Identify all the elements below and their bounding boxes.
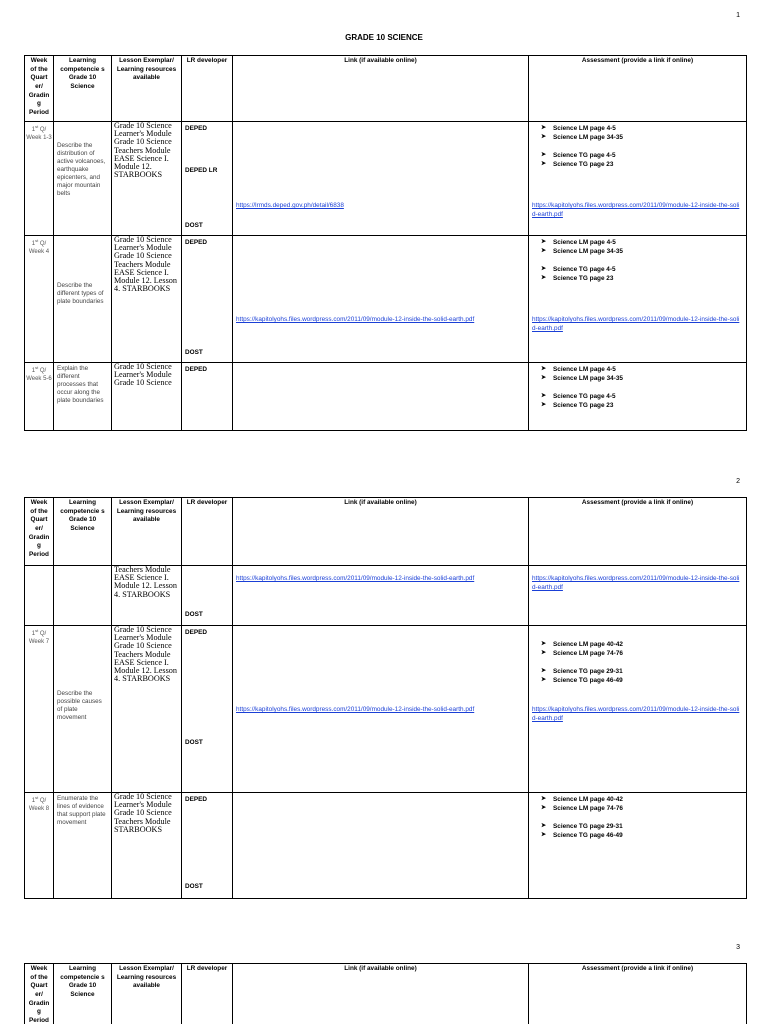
list-item: ➤ Science LM page 74-76 xyxy=(541,650,623,658)
table-row xyxy=(25,793,747,899)
resource-link[interactable]: https://kapitolyohs.files.wordpress.com/2011/09/module-12-inside-the-solid-earth.pdf xyxy=(236,575,475,582)
document-title: GRADE 10 SCIENCE xyxy=(345,33,423,42)
resources-cell: Teachers Module EASE Science I. Module 12. Lesson 4. STARBOOKS xyxy=(112,566,182,626)
list-item: ➤ Science TG page 46-49 xyxy=(541,676,623,684)
list-item: ➤ Science LM page 4-5 xyxy=(541,366,616,373)
document-page-1 xyxy=(0,0,768,440)
assessment-list xyxy=(541,365,623,410)
table-row xyxy=(25,566,747,626)
table-header-row xyxy=(25,964,747,1024)
header-link: Link (if available online) xyxy=(233,964,529,1024)
list-item: ➤ Science LM page 40-42 xyxy=(541,641,623,648)
link-cell xyxy=(233,626,529,793)
arrow-bullet-icon: ➤ xyxy=(541,239,547,245)
header-developer: LR developer xyxy=(182,964,233,1024)
arrow-bullet-icon: ➤ xyxy=(541,831,547,838)
arrow-bullet-icon: ➤ xyxy=(541,650,547,657)
resources-cell: Grade 10 Science Learner's Module Grade 10 Science Teachers Module EASE Science I. Module 12. STARBOOKS xyxy=(112,122,182,236)
link-cell xyxy=(233,363,529,431)
table-row xyxy=(25,626,747,793)
link-cell xyxy=(233,566,529,626)
arrow-bullet-icon: ➤ xyxy=(541,676,547,683)
developer-cell: DEPED DOST xyxy=(182,626,233,793)
week-cell: 1st Q/ Week 7 xyxy=(25,626,54,793)
arrow-bullet-icon: ➤ xyxy=(541,401,547,408)
list-item: ➤ Science TG page 29-31 xyxy=(541,822,623,830)
assessment-cell xyxy=(529,626,747,793)
week-cell: 1st Q/ Week 4 xyxy=(25,236,54,363)
resource-link[interactable]: https://lrmds.deped.gov.ph/detail/6838 xyxy=(236,202,344,209)
curriculum-table xyxy=(24,55,747,431)
competency-cell: Describe the distribution of active volcanoes, earthquake epicenters, and major mountain belts xyxy=(54,122,112,236)
header-developer: LR developer xyxy=(182,498,233,566)
resource-link[interactable]: https://kapitolyohs.files.wordpress.com/2011/09/module-12-inside-the-solid-earth.pdf xyxy=(236,706,475,713)
curriculum-table xyxy=(24,963,747,1024)
list-item: ➤ Science TG page 4-5 xyxy=(541,265,616,273)
table-header-row xyxy=(25,56,747,122)
arrow-bullet-icon: ➤ xyxy=(541,160,547,167)
table-row xyxy=(25,363,747,431)
header-week: Week of the Quart er/ Gradin g Period xyxy=(25,56,54,122)
competency-cell: Describe the different types of plate boundaries xyxy=(54,236,112,363)
arrow-bullet-icon: ➤ xyxy=(541,265,547,272)
arrow-bullet-icon: ➤ xyxy=(541,366,547,372)
page-number: 1 xyxy=(736,12,740,19)
assessment-cell xyxy=(529,236,747,363)
arrow-bullet-icon: ➤ xyxy=(541,796,547,802)
arrow-bullet-icon: ➤ xyxy=(541,248,547,255)
assessment-cell xyxy=(529,363,747,431)
header-week: Week of the Quart er/ Gradin g Period xyxy=(25,498,54,566)
list-item: ➤ Science LM page 74-76 xyxy=(541,805,623,813)
arrow-bullet-icon: ➤ xyxy=(541,274,547,281)
week-cell: 1st Q/ Week 8 xyxy=(25,793,54,899)
header-exemplar: Lesson Exemplar/ Learning resources available xyxy=(112,56,182,122)
competency-cell: Explain the different processes that occur along the plate boundaries xyxy=(54,363,112,431)
list-item: ➤ Science TG page 29-31 xyxy=(541,667,623,675)
assessment-link[interactable]: https://kapitolyohs.files.wordpress.com/2011/09/module-12-inside-the-solid-earth.pdf xyxy=(532,316,740,332)
arrow-bullet-icon: ➤ xyxy=(541,392,547,399)
list-item: ➤ Science LM page 34-35 xyxy=(541,248,623,256)
resource-link[interactable]: https://kapitolyohs.files.wordpress.com/2011/09/module-12-inside-the-solid-earth.pdf xyxy=(236,316,475,323)
list-item: ➤ Science TG page 23 xyxy=(541,401,614,409)
header-competencies: Learning competencie s Grade 10 Science xyxy=(54,498,112,566)
resources-cell: Grade 10 Science Learner's Module Grade 10 Science Teachers Module EASE Science I. Module 12. Lesson 4. STARBOOKS xyxy=(112,236,182,363)
list-item: ➤ Science LM page 4-5 xyxy=(541,239,616,246)
header-exemplar: Lesson Exemplar/ Learning resources available xyxy=(112,498,182,566)
assessment-cell xyxy=(529,793,747,899)
week-cell: 1st Q/ Week 1-3 xyxy=(25,122,54,236)
header-assessment: Assessment (provide a link if online) xyxy=(529,498,747,566)
document-page-3 xyxy=(0,935,768,1024)
arrow-bullet-icon: ➤ xyxy=(541,375,547,382)
arrow-bullet-icon: ➤ xyxy=(541,125,547,131)
table-header-row xyxy=(25,498,747,566)
list-item: ➤ Science TG page 23 xyxy=(541,160,614,168)
resources-cell: Grade 10 Science Learner's Module Grade 10 Science xyxy=(112,363,182,431)
link-cell xyxy=(233,122,529,236)
week-cell: 1st Q/ Week 5-6 xyxy=(25,363,54,431)
developer-cell: DEPED DEPED LR DOST xyxy=(182,122,233,236)
curriculum-table xyxy=(24,497,747,899)
header-assessment: Assessment (provide a link if online) xyxy=(529,964,747,1024)
assessment-cell xyxy=(529,566,747,626)
page-number: 2 xyxy=(736,478,740,485)
list-item: ➤ Science LM page 4-5 xyxy=(541,125,616,132)
assessment-link[interactable]: https://kapitolyohs.files.wordpress.com/2011/09/module-12-inside-the-solid-earth.pdf xyxy=(532,706,740,722)
assessment-link[interactable]: https://kapitolyohs.files.wordpress.com/2011/09/module-12-inside-the-solid-earth.pdf xyxy=(532,202,740,218)
header-developer: LR developer xyxy=(182,56,233,122)
assessment-list xyxy=(541,238,623,283)
assessment-list xyxy=(541,640,623,685)
list-item: ➤ Science TG page 4-5 xyxy=(541,392,616,400)
competency-cell: Enumerate the lines of evidence that support plate movement xyxy=(54,793,112,899)
link-cell xyxy=(233,236,529,363)
header-exemplar: Lesson Exemplar/ Learning resources available xyxy=(112,964,182,1024)
arrow-bullet-icon: ➤ xyxy=(541,667,547,674)
assessment-link[interactable]: https://kapitolyohs.files.wordpress.com/2011/09/module-12-inside-the-solid-earth.pdf xyxy=(532,575,740,591)
developer-cell: DEPED DOST xyxy=(182,236,233,363)
resources-cell: Grade 10 Science Learner's Module Grade 10 Science Teachers Module EASE Science I. Module 12. Lesson 4. STARBOOKS xyxy=(112,626,182,793)
table-row xyxy=(25,122,747,236)
arrow-bullet-icon: ➤ xyxy=(541,134,547,141)
competency-cell xyxy=(54,566,112,626)
arrow-bullet-icon: ➤ xyxy=(541,805,547,812)
week-cell xyxy=(25,566,54,626)
header-competencies: Learning competencie s Grade 10 Science xyxy=(54,964,112,1024)
assessment-list xyxy=(541,124,623,169)
list-item: ➤ Science TG page 4-5 xyxy=(541,151,616,159)
list-item: ➤ Science TG page 23 xyxy=(541,274,614,282)
list-item: ➤ Science LM page 40-42 xyxy=(541,796,623,803)
header-week: Week of the Quart er/ Gradin g Period xyxy=(25,964,54,1024)
developer-cell: DOST xyxy=(182,566,233,626)
document-page-2 xyxy=(0,470,768,920)
arrow-bullet-icon: ➤ xyxy=(541,822,547,829)
competency-cell: Describe the possible causes of plate movement xyxy=(54,626,112,793)
list-item: ➤ Science LM page 34-35 xyxy=(541,375,623,383)
header-assessment: Assessment (provide a link if online) xyxy=(529,56,747,122)
header-link: Link (if available online) xyxy=(233,498,529,566)
table-row xyxy=(25,236,747,363)
arrow-bullet-icon: ➤ xyxy=(541,641,547,647)
link-cell xyxy=(233,793,529,899)
assessment-cell xyxy=(529,122,747,236)
header-link: Link (if available online) xyxy=(233,56,529,122)
page-number: 3 xyxy=(736,944,740,951)
header-competencies: Learning competencie s Grade 10 Science xyxy=(54,56,112,122)
assessment-list xyxy=(541,795,623,840)
developer-cell: DEPED xyxy=(182,363,233,431)
list-item: ➤ Science LM page 34-35 xyxy=(541,134,623,142)
list-item: ➤ Science TG page 46-49 xyxy=(541,831,623,839)
arrow-bullet-icon: ➤ xyxy=(541,151,547,158)
resources-cell: Grade 10 Science Learner's Module Grade 10 Science Teachers Module STARBOOKS xyxy=(112,793,182,899)
developer-cell: DEPED DOST xyxy=(182,793,233,899)
